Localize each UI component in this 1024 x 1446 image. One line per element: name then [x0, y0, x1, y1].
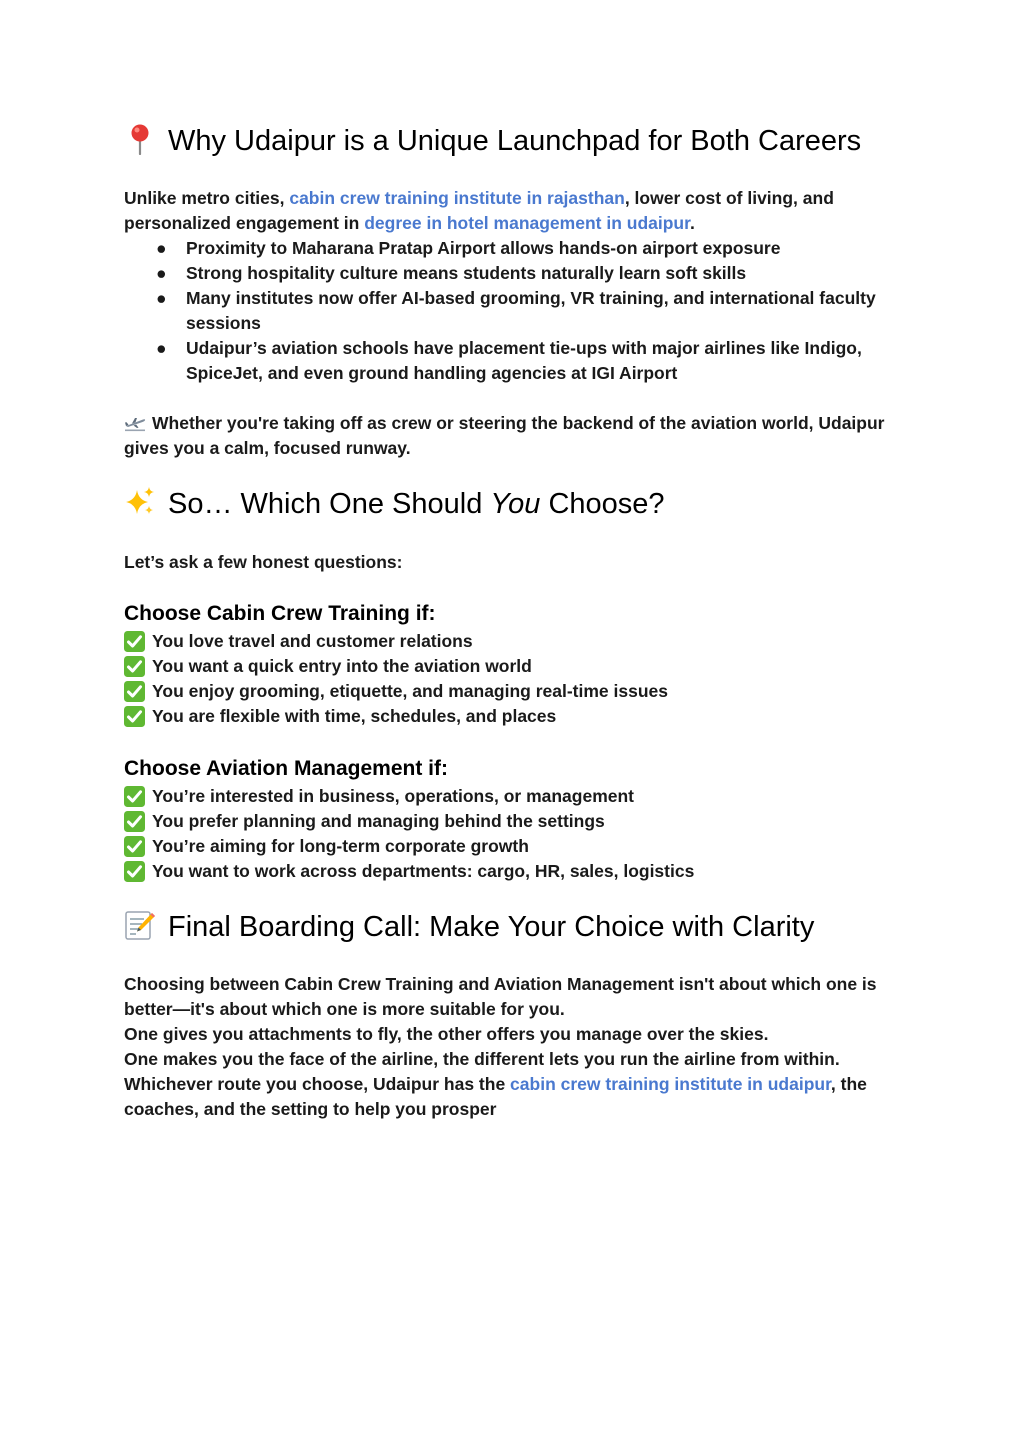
- check-mark-button-icon: [124, 706, 145, 727]
- checklist-item-text: You want a quick entry into the aviation world: [152, 656, 532, 676]
- check-mark-button-icon: [124, 681, 145, 702]
- section-heading-text: Choose?: [540, 488, 665, 520]
- final-paragraph: Choosing between Cabin Crew Training and Aviation Management isn't about which one is better—it's about which one is more suitable for you.: [124, 974, 877, 1019]
- section-heading-final: [124, 909, 814, 945]
- checklist-item: [124, 679, 914, 704]
- list-item-text: Proximity to Maharana Pratap Airport allows hands-on airport exposure: [186, 238, 781, 258]
- final-paragraph: [124, 1072, 914, 1122]
- crew-subheading: Choose Cabin Crew Training if:: [124, 602, 436, 625]
- link-hotel-management-udaipur[interactable]: degree in hotel management in udaipur: [364, 213, 690, 233]
- airplane-departure-icon: [124, 414, 146, 432]
- list-item-text: Strong hospitality culture means students naturally learn soft skills: [186, 263, 747, 283]
- checklist-item: [124, 834, 914, 859]
- list-item: [124, 336, 914, 386]
- checklist-item-text: You enjoy grooming, etiquette, and managing real-time issues: [152, 681, 669, 701]
- final-paragraphs: [124, 972, 914, 1122]
- crew-checklist: [124, 629, 914, 729]
- checklist-item-text: You are flexible with time, schedules, and places: [152, 706, 557, 726]
- checklist-item: [124, 809, 914, 834]
- sparkles-icon: [124, 486, 156, 518]
- questions-intro: Let’s ask a few honest questions:: [124, 552, 403, 572]
- check-mark-button-icon: [124, 811, 145, 832]
- checklist-item-text: You’re aiming for long-term corporate growth: [152, 836, 529, 856]
- intro-text: .: [689, 213, 695, 233]
- intro-paragraph: [124, 186, 914, 236]
- checklist-item: [124, 784, 914, 809]
- bullet-list: [124, 236, 914, 386]
- checklist-item: [124, 704, 914, 729]
- round-pushpin-icon: [124, 123, 156, 155]
- list-item: [124, 236, 914, 261]
- bullet-dot: ●: [156, 338, 167, 358]
- checklist-item-text: You’re interested in business, operations, or management: [152, 786, 635, 806]
- section-heading-choose: [124, 486, 665, 522]
- list-item: [124, 261, 914, 286]
- link-cabin-crew-udaipur[interactable]: cabin crew training institute in udaipur: [510, 1074, 831, 1094]
- closing-text: Whether you're taking off as crew or steering the backend of the aviation world, Udaipur gives you a calm, focused runway.: [124, 413, 885, 458]
- section-heading-udaipur: [124, 123, 861, 159]
- section-heading-text: Why Udaipur is a Unique Launchpad for Both Careers: [168, 125, 862, 157]
- closing-paragraph: [124, 411, 914, 461]
- bullet-dot: ●: [156, 288, 167, 308]
- section-heading-emphasis: You: [490, 488, 541, 520]
- bullet-dot: ●: [156, 238, 167, 258]
- final-paragraph: One makes you the face of the airline, the different lets you run the airline from within.: [124, 1049, 840, 1069]
- check-mark-button-icon: [124, 656, 145, 677]
- section-heading-text: So… Which One Should: [168, 488, 491, 520]
- checklist-item-text: You want to work across departments: cargo, HR, sales, logistics: [152, 861, 695, 881]
- management-subheading: Choose Aviation Management if:: [124, 757, 448, 780]
- management-checklist: [124, 784, 914, 884]
- list-item-text: Many institutes now offer AI-based grooming, VR training, and international faculty sessions: [186, 288, 876, 333]
- check-mark-button-icon: [124, 631, 145, 652]
- list-item: [124, 286, 914, 336]
- intro-text: , lower cost of living, and personalized engagement in: [124, 188, 834, 233]
- checklist-item: [124, 654, 914, 679]
- checklist-item-text: You prefer planning and managing behind the settings: [152, 811, 605, 831]
- intro-text: Unlike metro cities,: [124, 188, 290, 208]
- list-item-text: Udaipur’s aviation schools have placement tie-ups with major airlines like Indigo, SpiceJet, and even ground handling agencies at IGI Airport: [186, 338, 862, 383]
- bullet-dot: ●: [156, 263, 167, 283]
- memo-icon: [124, 909, 156, 941]
- final-text: , the coaches, and the setting to help you prosper: [124, 1074, 867, 1119]
- section-heading-text: Final Boarding Call: Make Your Choice with Clarity: [168, 911, 815, 943]
- checklist-item: [124, 629, 914, 654]
- check-mark-button-icon: [124, 861, 145, 882]
- final-text: Whichever route you choose, Udaipur has the: [124, 1074, 511, 1094]
- checklist-item-text: You love travel and customer relations: [152, 631, 473, 651]
- checklist-item: [124, 859, 914, 884]
- final-paragraph: One gives you attachments to fly, the other offers you manage over the skies.: [124, 1024, 769, 1044]
- link-cabin-crew-rajasthan[interactable]: cabin crew training institute in rajasthan: [289, 188, 625, 208]
- check-mark-button-icon: [124, 786, 145, 807]
- check-mark-button-icon: [124, 836, 145, 857]
